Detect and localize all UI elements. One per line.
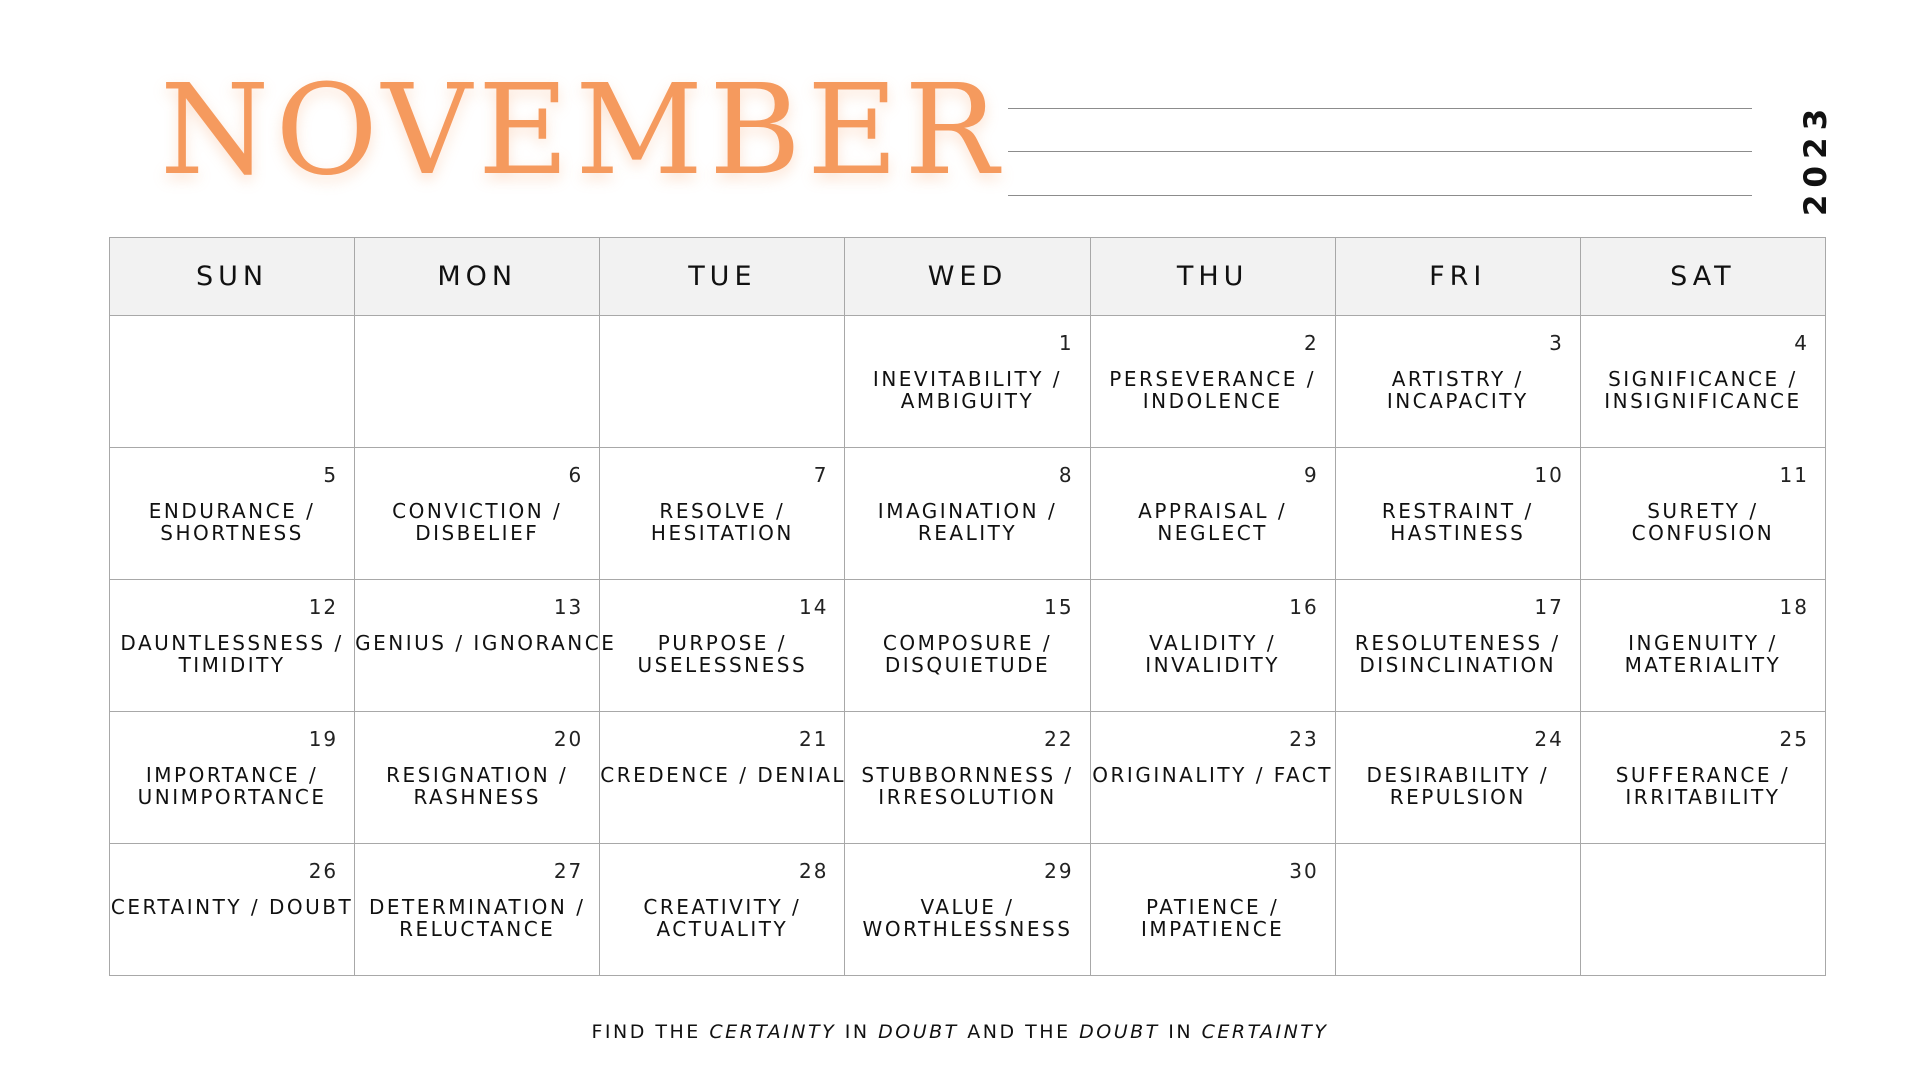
- day-number: 29: [1044, 859, 1074, 883]
- theme-line-1: CONVICTION /: [392, 499, 563, 523]
- theme-line-1: ENDURANCE /: [148, 499, 316, 523]
- day-cell[interactable]: [110, 448, 355, 580]
- calendar-grid: [109, 237, 1826, 976]
- theme-line-1: IMPORTANCE /: [145, 763, 319, 787]
- week-row: [110, 712, 1826, 844]
- theme-line-2: DISQUIETUDE: [884, 653, 1051, 677]
- footer-quote: [0, 1021, 1920, 1043]
- day-theme: [355, 896, 599, 940]
- day-cell[interactable]: [110, 712, 355, 844]
- day-number: 6: [568, 463, 584, 487]
- theme-line-2: WORTHLESSNESS: [862, 917, 1073, 941]
- weekday-header-row: [110, 238, 1826, 316]
- day-number: 23: [1289, 727, 1319, 751]
- day-cell[interactable]: [1580, 712, 1825, 844]
- footer-text: IN: [836, 1021, 879, 1043]
- theme-line-2: DISINCLINATION: [1359, 653, 1557, 677]
- day-number: 16: [1289, 595, 1319, 619]
- weekday-thu: THU: [1090, 238, 1335, 316]
- day-number: 24: [1534, 727, 1564, 751]
- theme-line-2: RELUCTANCE: [399, 917, 556, 941]
- theme-line-1: DAUNTLESSNESS /: [120, 631, 344, 655]
- day-theme: [1091, 764, 1335, 786]
- theme-line-1: SIGNIFICANCE /: [1608, 367, 1798, 391]
- day-theme: [600, 632, 844, 676]
- day-cell[interactable]: [600, 580, 845, 712]
- theme-line-2: REALITY: [917, 521, 1018, 545]
- empty-day-cell: [1580, 844, 1825, 976]
- day-theme: [355, 500, 599, 544]
- day-number: 13: [553, 595, 584, 619]
- day-number: 22: [1044, 727, 1074, 751]
- footer-emphasis: DOUBT: [1079, 1021, 1160, 1043]
- week-row: [110, 844, 1826, 976]
- day-cell[interactable]: [600, 712, 845, 844]
- day-number: 12: [308, 595, 339, 619]
- day-theme: [1336, 632, 1580, 676]
- day-theme: [845, 632, 1089, 676]
- day-theme: [1336, 764, 1580, 808]
- day-number: 2: [1303, 331, 1319, 355]
- day-number: 9: [1303, 463, 1319, 487]
- day-number: 19: [308, 727, 339, 751]
- day-theme: [355, 631, 617, 655]
- note-line: [1008, 108, 1752, 109]
- note-lines[interactable]: [1008, 108, 1752, 198]
- day-number: 15: [1044, 595, 1074, 619]
- theme-line-2: USELESSNESS: [637, 653, 808, 677]
- day-cell[interactable]: [1580, 580, 1825, 712]
- day-cell[interactable]: [1090, 580, 1335, 712]
- day-cell[interactable]: [110, 844, 355, 976]
- weekday-fri: FRI: [1335, 238, 1580, 316]
- week-row: [110, 448, 1826, 580]
- theme-line-1: ARTISTRY /: [1391, 367, 1524, 391]
- day-theme: [110, 764, 354, 808]
- day-theme: [1336, 500, 1580, 544]
- theme-line-2: IRRESOLUTION: [878, 785, 1057, 809]
- theme-line-1: COMPOSURE /: [882, 631, 1053, 655]
- day-number: 28: [798, 859, 829, 883]
- theme-line-2: RASHNESS: [413, 785, 541, 809]
- day-number: 14: [798, 595, 829, 619]
- theme-line-1: INEVITABILITY /: [872, 367, 1063, 391]
- day-number: 11: [1779, 463, 1809, 487]
- theme-line-1: RESTRAINT /: [1381, 499, 1534, 523]
- footer-text: FIND THE: [591, 1021, 710, 1043]
- year-label: 2023: [1798, 101, 1834, 217]
- day-cell[interactable]: [1090, 712, 1335, 844]
- theme-line-1: GENIUS / IGNORANCE: [355, 631, 617, 655]
- day-number: 30: [1289, 859, 1319, 883]
- day-cell[interactable]: [355, 844, 600, 976]
- day-cell[interactable]: [1090, 316, 1335, 448]
- day-cell[interactable]: [1580, 448, 1825, 580]
- day-number: 27: [553, 859, 584, 883]
- theme-line-2: TIMIDITY: [178, 653, 286, 677]
- empty-day-cell: [600, 316, 845, 448]
- theme-line-1: CREATIVITY /: [643, 895, 802, 919]
- day-cell[interactable]: [845, 580, 1090, 712]
- day-cell[interactable]: [110, 580, 355, 712]
- footer-emphasis: CERTAINTY: [1201, 1021, 1329, 1043]
- footer-text: IN: [1159, 1021, 1202, 1043]
- day-theme: [600, 896, 844, 940]
- month-title: NOVEMBER: [160, 58, 1005, 203]
- day-theme: [600, 763, 847, 787]
- day-theme: [1091, 896, 1335, 940]
- theme-line-2: HESITATION: [650, 521, 794, 545]
- theme-line-2: REPULSION: [1389, 785, 1526, 809]
- day-theme: [1091, 368, 1335, 412]
- day-number: 8: [1058, 463, 1074, 487]
- theme-line-1: IMAGINATION /: [877, 499, 1058, 523]
- day-theme: [1336, 368, 1580, 412]
- day-cell[interactable]: [845, 316, 1090, 448]
- theme-line-2: INCAPACITY: [1386, 389, 1529, 413]
- theme-line-1: STUBBORNNESS /: [861, 763, 1074, 787]
- day-number: 5: [323, 463, 339, 487]
- day-number: 3: [1549, 331, 1564, 355]
- day-theme: [1091, 632, 1335, 676]
- theme-line-2: CONFUSION: [1631, 521, 1775, 545]
- empty-day-cell: [355, 316, 600, 448]
- day-cell[interactable]: [1580, 316, 1825, 448]
- week-row: [110, 316, 1826, 448]
- theme-line-1: RESIGNATION /: [386, 763, 569, 787]
- theme-line-2: SHORTNESS: [160, 521, 304, 545]
- day-theme: [110, 896, 354, 918]
- theme-line-1: VALIDITY /: [1149, 631, 1277, 655]
- theme-line-2: UNIMPORTANCE: [137, 785, 327, 809]
- weekday-mon: MON: [355, 238, 600, 316]
- day-number: 25: [1779, 727, 1809, 751]
- theme-line-1: PATIENCE /: [1145, 895, 1280, 919]
- year-label-container: [1796, 101, 1836, 217]
- theme-line-1: CERTAINTY / DOUBT: [110, 895, 354, 919]
- day-theme: [1091, 500, 1335, 544]
- day-cell[interactable]: [845, 844, 1090, 976]
- day-cell[interactable]: [600, 448, 845, 580]
- theme-line-2: INDOLENCE: [1142, 389, 1283, 413]
- note-line: [1008, 151, 1752, 152]
- day-number: 4: [1794, 331, 1809, 355]
- day-number: 21: [798, 727, 829, 751]
- day-theme: [110, 500, 354, 544]
- theme-line-2: NEGLECT: [1157, 521, 1268, 545]
- day-number: 26: [308, 859, 339, 883]
- day-theme: [845, 500, 1089, 544]
- day-cell[interactable]: [845, 712, 1090, 844]
- day-number: 1: [1058, 331, 1074, 355]
- day-theme: [845, 368, 1089, 412]
- footer-emphasis: CERTAINTY: [709, 1021, 837, 1043]
- theme-line-2: INVALIDITY: [1145, 653, 1280, 677]
- empty-day-cell: [110, 316, 355, 448]
- week-row: [110, 580, 1826, 712]
- weekday-sat: SAT: [1580, 238, 1825, 316]
- theme-line-1: RESOLUTENESS /: [1354, 631, 1561, 655]
- footer-emphasis: DOUBT: [878, 1021, 959, 1043]
- theme-line-1: PURPOSE /: [657, 631, 788, 655]
- theme-line-1: INGENUITY /: [1628, 631, 1778, 655]
- theme-line-1: DETERMINATION /: [368, 895, 586, 919]
- day-theme: [1581, 764, 1825, 808]
- day-theme: [845, 764, 1089, 808]
- note-line: [1008, 195, 1752, 196]
- theme-line-1: DESIRABILITY /: [1366, 763, 1550, 787]
- day-cell[interactable]: [600, 844, 845, 976]
- theme-line-1: CREDENCE / DENIAL: [600, 763, 847, 787]
- day-cell[interactable]: [845, 448, 1090, 580]
- day-number: 7: [813, 463, 829, 487]
- empty-day-cell: [1335, 844, 1580, 976]
- weekday-tue: TUE: [600, 238, 845, 316]
- day-theme: [845, 896, 1089, 940]
- day-number: 18: [1779, 595, 1809, 619]
- day-cell[interactable]: [1335, 316, 1580, 448]
- theme-line-2: HASTINESS: [1390, 521, 1526, 545]
- day-cell[interactable]: [355, 712, 600, 844]
- day-number: 20: [553, 727, 584, 751]
- day-theme: [1581, 368, 1825, 412]
- day-cell[interactable]: [355, 448, 600, 580]
- day-cell[interactable]: [1090, 844, 1335, 976]
- theme-line-1: RESOLVE /: [659, 499, 786, 523]
- day-theme: [1581, 500, 1825, 544]
- day-cell[interactable]: [1335, 448, 1580, 580]
- theme-line-2: IMPATIENCE: [1140, 917, 1285, 941]
- day-theme: [1581, 632, 1825, 676]
- day-cell[interactable]: [1090, 448, 1335, 580]
- theme-line-2: AMBIGUITY: [900, 389, 1035, 413]
- day-cell[interactable]: [1335, 712, 1580, 844]
- theme-line-2: MATERIALITY: [1624, 653, 1782, 677]
- theme-line-1: PERSEVERANCE /: [1109, 367, 1316, 391]
- day-cell[interactable]: [355, 580, 617, 712]
- theme-line-1: SUFFERANCE /: [1615, 763, 1791, 787]
- weekday-wed: WED: [845, 238, 1090, 316]
- theme-line-1: VALUE /: [920, 895, 1015, 919]
- theme-line-1: ORIGINALITY / FACT: [1092, 763, 1333, 787]
- weekday-sun: SUN: [110, 238, 355, 316]
- day-theme: [355, 764, 599, 808]
- day-cell[interactable]: [1335, 580, 1580, 712]
- theme-line-2: IRRITABILITY: [1625, 785, 1781, 809]
- footer-text: AND THE: [958, 1021, 1080, 1043]
- day-number: 17: [1534, 595, 1564, 619]
- theme-line-1: APPRAISAL /: [1138, 499, 1288, 523]
- day-theme: [110, 632, 354, 676]
- theme-line-2: INSIGNIFICANCE: [1604, 389, 1802, 413]
- day-theme: [600, 500, 844, 544]
- theme-line-2: DISBELIEF: [415, 521, 540, 545]
- theme-line-2: ACTUALITY: [656, 917, 789, 941]
- theme-line-1: SURETY /: [1647, 499, 1759, 523]
- day-number: 10: [1534, 463, 1564, 487]
